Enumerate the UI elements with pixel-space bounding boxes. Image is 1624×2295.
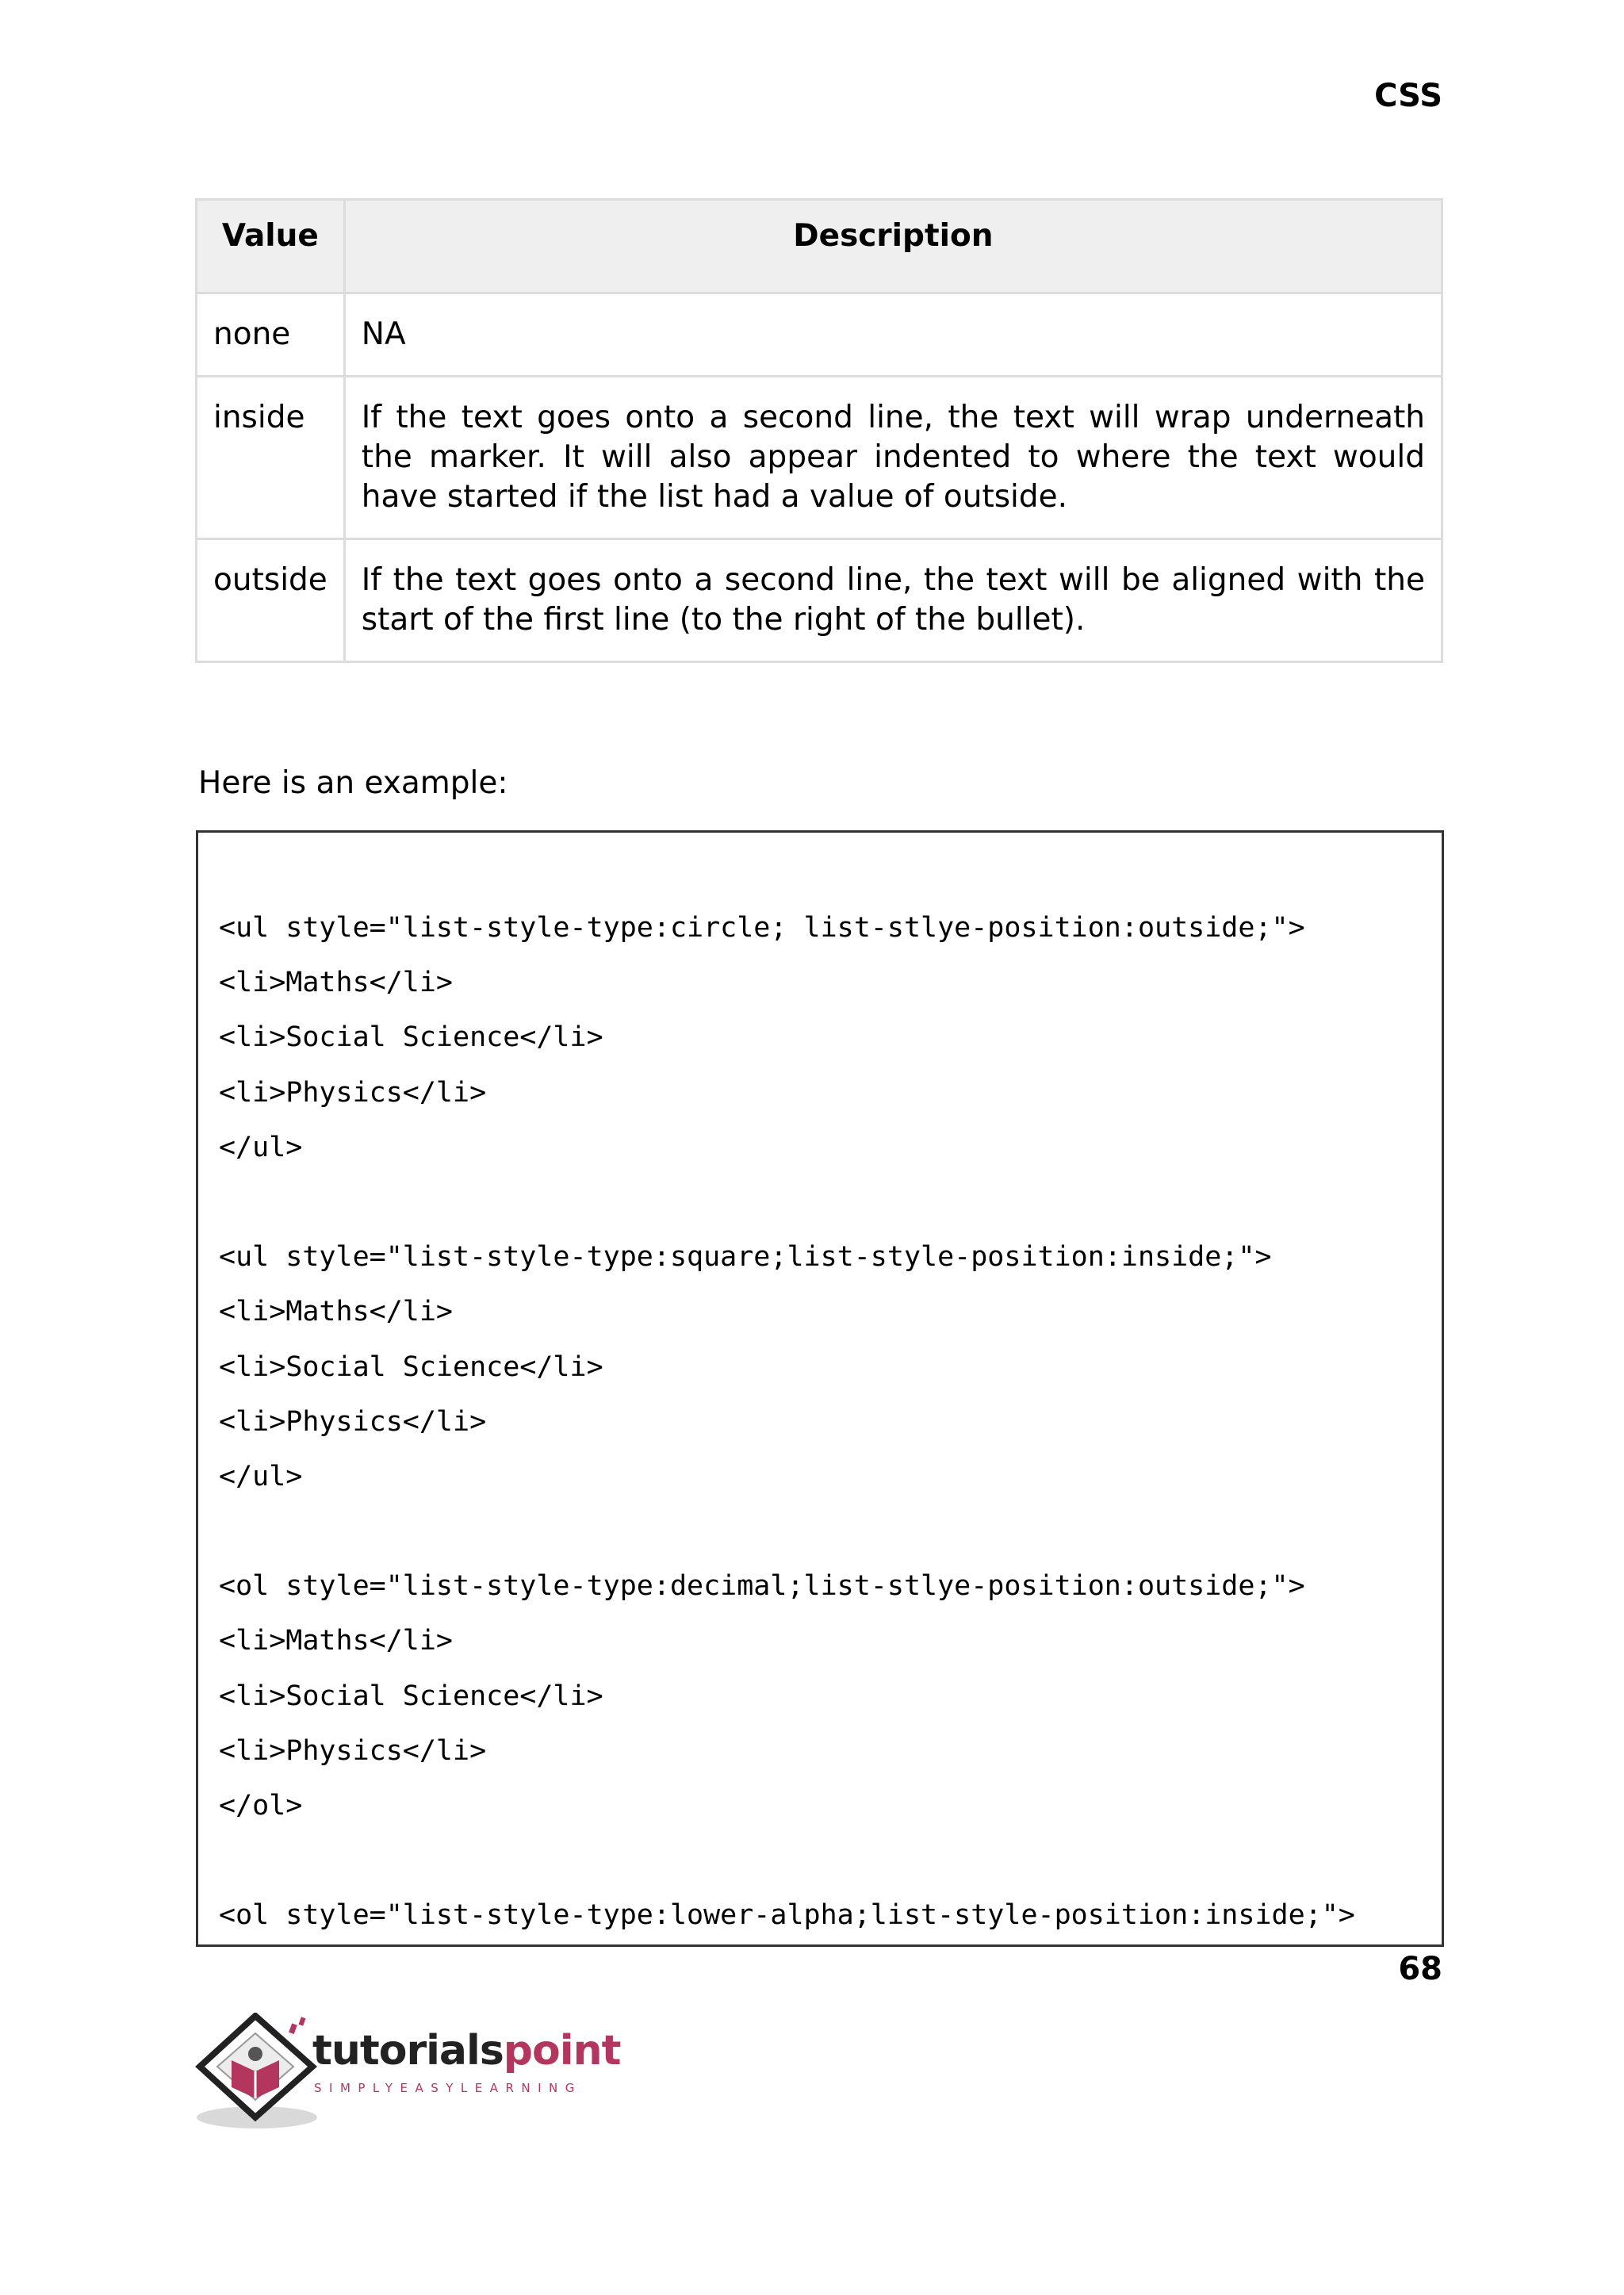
example-intro-text: Here is an example:	[198, 765, 508, 801]
table-row	[197, 293, 1442, 377]
table-cell-value: outside	[197, 539, 345, 662]
code-line: </ul>	[219, 1131, 303, 1163]
code-line: <li>Social Science</li>	[219, 1680, 603, 1712]
code-line: <li>Physics</li>	[219, 1734, 487, 1767]
code-line	[219, 1833, 1442, 1888]
code-line: <ol style="list-style-type:decimal;list-stlye-position:outside;">	[219, 1570, 1305, 1603]
code-line: <ol style="list-style-type:lower-alpha;list-style-position:inside;">	[219, 1899, 1355, 1932]
tutorialspoint-logo	[195, 2013, 621, 2132]
table-header-row	[197, 200, 1442, 293]
code-line: </ol>	[219, 1790, 303, 1822]
code-line: </ul>	[219, 1460, 303, 1492]
page-number: 68	[1398, 1951, 1442, 1987]
code-line: <ul style="list-style-type:circle; list-stlye-position:outside;">	[219, 912, 1305, 944]
running-header-title: CSS	[1374, 78, 1442, 114]
code-line: <li>Physics</li>	[219, 1405, 487, 1438]
table-cell-value: none	[197, 293, 345, 377]
list-style-position-table	[195, 198, 1443, 663]
table-cell-description: If the text goes onto a second line, the text will be aligned with the start of the first line (to the right of the bullet).	[344, 539, 1442, 662]
code-line	[219, 1504, 1442, 1559]
code-line: <li>Maths</li>	[219, 967, 454, 999]
table-cell-value: inside	[197, 377, 345, 539]
code-line: <li>Social Science</li>	[219, 1351, 603, 1383]
table-cell-description: NA	[344, 293, 1442, 377]
code-line: <li>Maths</li>	[219, 1296, 454, 1328]
code-example-box	[196, 830, 1444, 1947]
table-row	[197, 377, 1442, 539]
table-row	[197, 539, 1442, 662]
logo-wordmark-part1: tutorials	[312, 2027, 504, 2075]
code-line: <li>Maths</li>	[219, 1625, 454, 1657]
logo-wordmark	[312, 2027, 620, 2075]
logo-tagline: SIMPLYEASYLEARNING	[314, 2081, 582, 2095]
code-line: <li>Physics</li>	[219, 1076, 487, 1109]
column-header-description: Description	[344, 200, 1442, 293]
code-line	[219, 1175, 1442, 1230]
logo-wordmark-part2: point	[503, 2027, 621, 2075]
column-header-value: Value	[197, 200, 345, 293]
code-line: <li>Social Science</li>	[219, 1021, 603, 1054]
code-line: <ul style="list-style-type:square;list-style-position:inside;">	[219, 1241, 1272, 1274]
logo-emblem-icon	[195, 2013, 322, 2132]
table-cell-description: If the text goes onto a second line, the text will wrap underneath the marker. It will also appear indented to where the text would have started if the list had a value of outside.	[344, 377, 1442, 539]
